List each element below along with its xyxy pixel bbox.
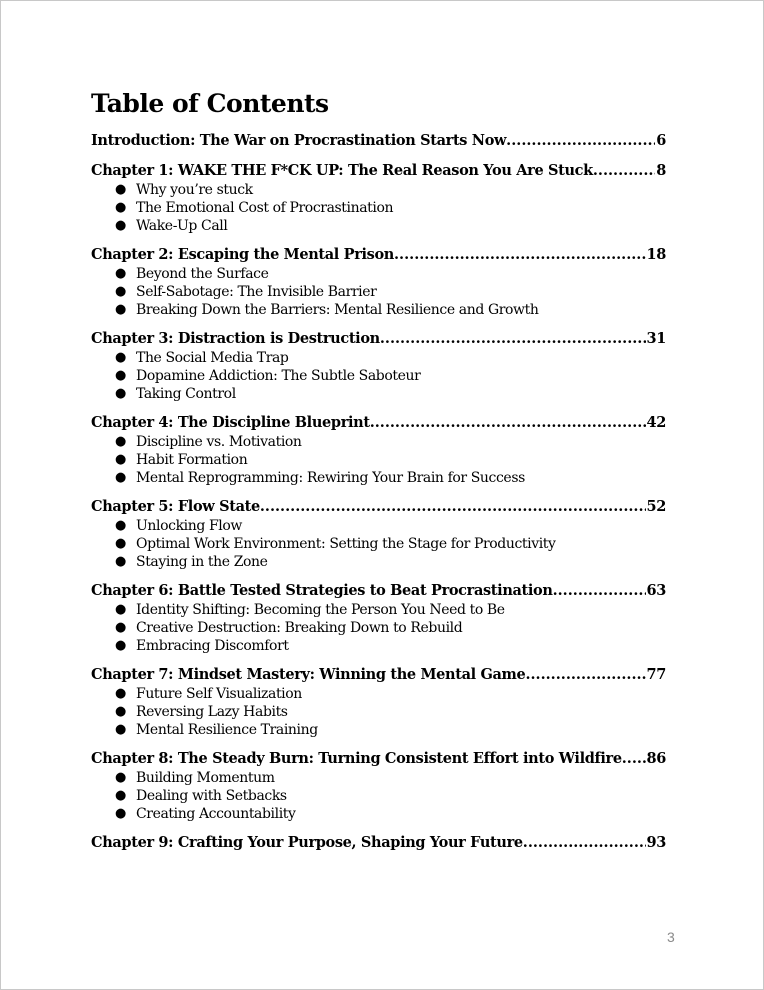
toc-subentry[interactable] bbox=[91, 433, 666, 451]
toc-subentry-label: Dealing with Setbacks bbox=[136, 788, 287, 804]
toc-entry-chapter-1[interactable] bbox=[91, 161, 666, 181]
toc-entry-label: Chapter 7: Mindset Mastery: Winning the Mental Game bbox=[91, 666, 526, 683]
toc-subentry[interactable] bbox=[91, 769, 666, 787]
toc-subentry-label: Optimal Work Environment: Setting the Stage for Productivity bbox=[136, 536, 556, 552]
toc-subentry-label: Taking Control bbox=[136, 386, 236, 402]
toc-entry-chapter-8[interactable] bbox=[91, 749, 666, 769]
toc-entry-chapter-3[interactable] bbox=[91, 329, 666, 349]
toc-sublist bbox=[91, 685, 666, 739]
toc-subentry-label: Embracing Discomfort bbox=[136, 638, 289, 654]
bullet-icon: ● bbox=[115, 686, 126, 701]
bullet-icon: ● bbox=[115, 350, 126, 365]
toc-entry-label: Chapter 9: Crafting Your Purpose, Shaping Your Future bbox=[91, 834, 523, 851]
toc-subentry[interactable] bbox=[91, 301, 666, 319]
toc-subentry-label: Breaking Down the Barriers: Mental Resilience and Growth bbox=[136, 302, 539, 318]
toc-entry-chapter-7[interactable] bbox=[91, 665, 666, 685]
toc-subentry-label: Dopamine Addiction: The Subtle Saboteur bbox=[136, 368, 421, 384]
toc-subentry[interactable] bbox=[91, 787, 666, 805]
toc-page-number: 31 bbox=[646, 330, 666, 347]
toc-sublist bbox=[91, 181, 666, 235]
bullet-icon: ● bbox=[115, 266, 126, 281]
toc-subentry[interactable] bbox=[91, 283, 666, 301]
toc-subentry[interactable] bbox=[91, 367, 666, 385]
toc-subentry-label: Reversing Lazy Habits bbox=[136, 704, 288, 720]
toc-entry-label: Chapter 2: Escaping the Mental Prison bbox=[91, 246, 394, 263]
toc-subentry-label: Mental Resilience Training bbox=[136, 722, 318, 738]
bullet-icon: ● bbox=[115, 722, 126, 737]
dot-leader bbox=[370, 413, 646, 433]
toc-sublist bbox=[91, 517, 666, 571]
toc-page-number: 52 bbox=[646, 498, 666, 515]
toc-subentry-label: Beyond the Surface bbox=[136, 266, 269, 282]
dot-leader bbox=[525, 665, 645, 685]
toc-entry-label: Chapter 4: The Discipline Blueprint bbox=[91, 414, 370, 431]
dot-leader bbox=[593, 161, 655, 181]
toc-entry-chapter-5[interactable] bbox=[91, 497, 666, 517]
page-number: 3 bbox=[667, 929, 675, 945]
bullet-icon: ● bbox=[115, 536, 126, 551]
toc-subentry[interactable] bbox=[91, 535, 666, 553]
dot-leader bbox=[523, 833, 646, 853]
bullet-icon: ● bbox=[115, 284, 126, 299]
bullet-icon: ● bbox=[115, 452, 126, 467]
dot-leader bbox=[506, 131, 655, 151]
toc-entry-label: Introduction: The War on Procrastination Starts Now bbox=[91, 132, 507, 149]
toc-entry-introduction[interactable] bbox=[91, 131, 666, 151]
toc-subentry[interactable] bbox=[91, 451, 666, 469]
toc-page-number: 42 bbox=[646, 414, 666, 431]
toc-subentry-label: Building Momentum bbox=[136, 770, 275, 786]
toc-subentry[interactable] bbox=[91, 553, 666, 571]
toc-subentry[interactable] bbox=[91, 619, 666, 637]
toc-subentry[interactable] bbox=[91, 385, 666, 403]
toc-entry-label: Chapter 8: The Steady Burn: Turning Consistent Effort into Wildfire bbox=[91, 750, 622, 767]
toc-subentry-label: Creating Accountability bbox=[136, 806, 296, 822]
toc-page-number: 86 bbox=[646, 750, 666, 767]
toc-entry-label: Chapter 6: Battle Tested Strategies to Beat Procrastination bbox=[91, 582, 553, 599]
bullet-icon: ● bbox=[115, 368, 126, 383]
toc-subentry[interactable] bbox=[91, 199, 666, 217]
toc-sublist bbox=[91, 769, 666, 823]
bullet-icon: ● bbox=[115, 470, 126, 485]
bullet-icon: ● bbox=[115, 434, 126, 449]
toc-page-number: 63 bbox=[646, 582, 666, 599]
toc-entry-chapter-4[interactable] bbox=[91, 413, 666, 433]
bullet-icon: ● bbox=[115, 704, 126, 719]
bullet-icon: ● bbox=[115, 770, 126, 785]
toc-subentry[interactable] bbox=[91, 637, 666, 655]
toc-sublist bbox=[91, 433, 666, 487]
bullet-icon: ● bbox=[115, 518, 126, 533]
toc-subentry-label: Self-Sabotage: The Invisible Barrier bbox=[136, 284, 377, 300]
toc-sublist bbox=[91, 349, 666, 403]
bullet-icon: ● bbox=[115, 806, 126, 821]
toc-subentry[interactable] bbox=[91, 181, 666, 199]
toc-entry-label: Chapter 3: Distraction is Destruction bbox=[91, 330, 380, 347]
toc-subentry-label: Wake-Up Call bbox=[136, 218, 228, 234]
toc-subentry[interactable] bbox=[91, 703, 666, 721]
toc-subentry[interactable] bbox=[91, 805, 666, 823]
toc-subentry-label: Mental Reprogramming: Rewiring Your Brain for Success bbox=[136, 470, 525, 486]
toc-subentry[interactable] bbox=[91, 349, 666, 367]
toc-page-number: 77 bbox=[646, 666, 666, 683]
toc-subentry[interactable] bbox=[91, 217, 666, 235]
toc-subentry[interactable] bbox=[91, 685, 666, 703]
bullet-icon: ● bbox=[115, 620, 126, 635]
toc-subentry-label: The Social Media Trap bbox=[136, 350, 289, 366]
dot-leader bbox=[553, 581, 646, 601]
bullet-icon: ● bbox=[115, 218, 126, 233]
toc-subentry[interactable] bbox=[91, 469, 666, 487]
bullet-icon: ● bbox=[115, 182, 126, 197]
toc-subentry[interactable] bbox=[91, 517, 666, 535]
toc-subentry-label: Discipline vs. Motivation bbox=[136, 434, 302, 450]
toc-page-number: 93 bbox=[646, 834, 666, 851]
toc-list bbox=[91, 131, 666, 853]
toc-subentry-label: The Emotional Cost of Procrastination bbox=[136, 200, 394, 216]
bullet-icon: ● bbox=[115, 788, 126, 803]
toc-subentry[interactable] bbox=[91, 265, 666, 283]
toc-entry-chapter-9[interactable] bbox=[91, 833, 666, 853]
toc-subentry-label: Staying in the Zone bbox=[136, 554, 268, 570]
toc-page-number: 6 bbox=[656, 132, 666, 149]
toc-entry-label: Chapter 5: Flow State bbox=[91, 498, 260, 515]
bullet-icon: ● bbox=[115, 602, 126, 617]
dot-leader bbox=[260, 497, 646, 517]
bullet-icon: ● bbox=[115, 200, 126, 215]
toc-entry-chapter-2[interactable] bbox=[91, 245, 666, 265]
dot-leader bbox=[380, 329, 646, 349]
bullet-icon: ● bbox=[115, 302, 126, 317]
toc-subentry-label: Unlocking Flow bbox=[136, 518, 242, 534]
bullet-icon: ● bbox=[115, 386, 126, 401]
toc-subentry[interactable] bbox=[91, 601, 666, 619]
bullet-icon: ● bbox=[115, 638, 126, 653]
toc-subentry-label: Creative Destruction: Breaking Down to Rebuild bbox=[136, 620, 463, 636]
toc-page-number: 18 bbox=[646, 246, 666, 263]
toc-entry-chapter-6[interactable] bbox=[91, 581, 666, 601]
toc-page-number: 8 bbox=[656, 162, 666, 179]
toc-sublist bbox=[91, 601, 666, 655]
toc-subentry[interactable] bbox=[91, 721, 666, 739]
toc-subentry-label: Future Self Visualization bbox=[136, 686, 302, 702]
toc-subentry-label: Habit Formation bbox=[136, 452, 248, 468]
toc-subentry-label: Why you’re stuck bbox=[136, 182, 253, 198]
page-title: Table of Contents bbox=[91, 89, 329, 118]
toc-subentry-label: Identity Shifting: Becoming the Person You Need to Be bbox=[136, 602, 505, 618]
dot-leader bbox=[394, 245, 646, 265]
toc-entry-label: Chapter 1: WAKE THE F*CK UP: The Real Reason You Are Stuck bbox=[91, 162, 593, 179]
bullet-icon: ● bbox=[115, 554, 126, 569]
dot-leader bbox=[622, 749, 646, 769]
toc-sublist bbox=[91, 265, 666, 319]
